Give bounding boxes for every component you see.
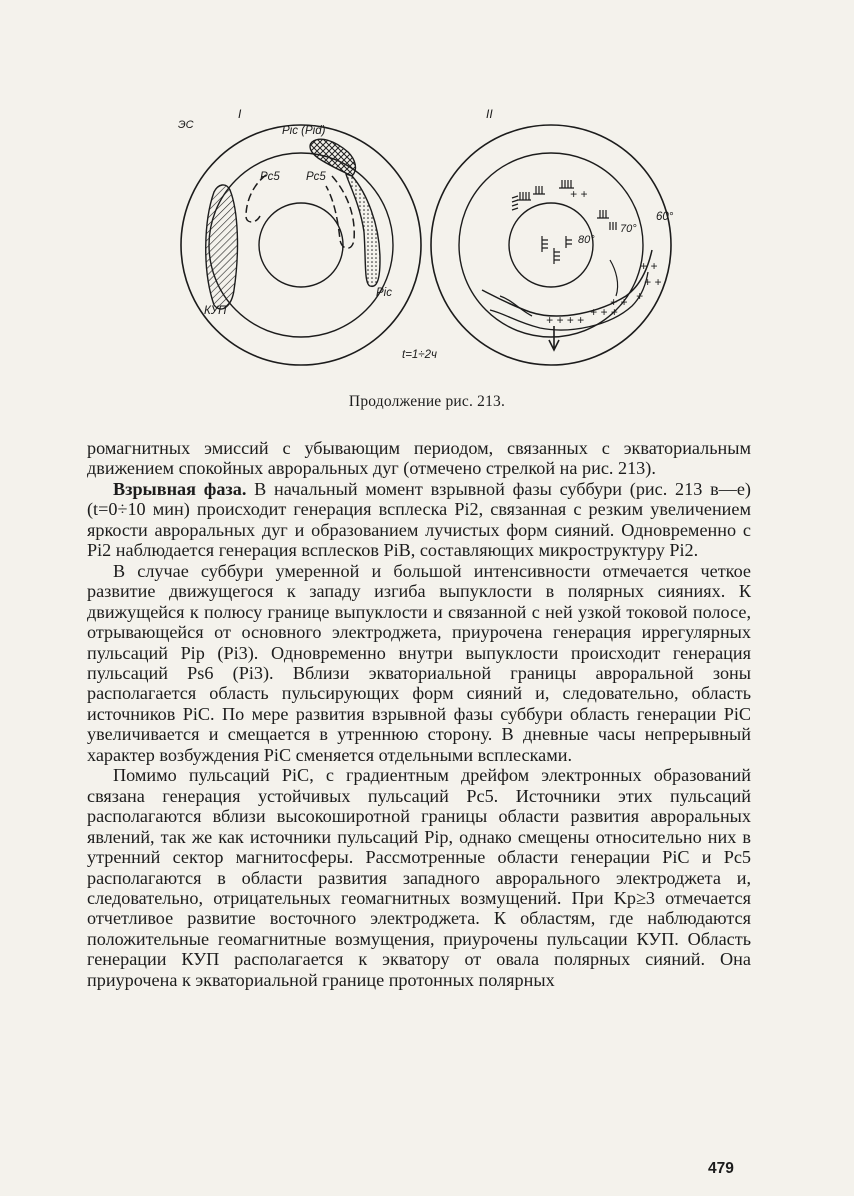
figure-caption: Продолжение рис. 213. (348, 393, 506, 410)
kup-region (206, 185, 238, 309)
roman-numeral-left: I (238, 107, 242, 121)
panel-left-diagram (178, 107, 437, 365)
label-pic-pid: Pic (Pid) (282, 125, 326, 137)
svg-text:+: + (636, 289, 644, 303)
label-pc5-left: Pc5 (260, 171, 280, 183)
paragraph-1: ромагнитных эмиссий с убывающим периодом, связанных с экваториальным движением спокойных авроральных дуг (отмечено стрелкой на рис. 213). (87, 438, 751, 479)
svg-text:+ +: + + (640, 259, 658, 273)
figure-213-continuation (170, 100, 710, 390)
svg-text:+ +: + + (610, 295, 628, 309)
inner-circle-left (259, 203, 343, 287)
page-number: 479 (708, 1160, 734, 1177)
svg-text:+ +: + + (570, 187, 588, 201)
panel-right-diagram (431, 107, 674, 365)
label-80-deg: 80° (578, 234, 595, 246)
aurora-curve-3 (500, 296, 532, 316)
svg-text:+ + +: + + + (590, 305, 618, 319)
label-70-deg: 70° (620, 223, 637, 235)
section-heading-explosive-phase: Взрывная фаза. (113, 478, 247, 499)
paragraph-3: В случае суббури умеренной и большой интенсивности отмечается четкое развитие движущегося к западу изгиба выпуклости в полярных сияниях. К движущейся к полюсу границе выпуклости и связанной с ней узкой токовой полосе, отрывающейся от основного электроджета, приурочена генерация иррегулярных пульсаций Pip (Pi3). Одновременно внутри выпуклости происходит генерация пульсаций Ps6 (Pi3). Вблизи экваториальной границы авроральной зоны располагается область пульсирующих форм сияний и, следовательно, область источников PiC. По мере развития взрывной фазы суббури область генерации PiC увеличивается и смещается в утреннюю сторону. В дневные часы непрерывный характер возбуждения PiC сменяется отдельными всплесками. (87, 560, 751, 765)
label-kup: КУП (204, 305, 227, 317)
label-es: ЭС (178, 119, 194, 131)
paragraph-4: Помимо пульсаций PiC, с градиентным дрейфом электронных образований связана генерация устойчивых пульсаций Pc5. Источники этих пульсаций располагаются вблизи высокоширотной границы области развития авроральных явлений, так же как источники пульсаций Pip, однако смещены относительно них в утренний сектор магнитосферы. Рассмотренные области генерации PiC и Pc5 располагаются в области развития западного аврорального электроджета и, следовательно, отрицательных геомагнитных возмущений. При Kp≥3 отмечается отчетливое развитие восточного электроджета. К областям, где наблюдаются положительные геомагнитные возмущения, приурочены пульсации КУП. Область генерации КУП располагается к экватору от овала полярных сияний. Она приурочена к экваториальной границе протонных полярных (87, 765, 751, 990)
figure-svg (170, 100, 710, 390)
paragraph-2 (87, 479, 751, 561)
svg-text:+ +: + + (644, 275, 662, 289)
label-60-deg: 60° (656, 211, 674, 223)
time-label: t=1÷2ч (402, 349, 437, 361)
label-pc5-right: Pc5 (306, 171, 326, 183)
plus-signs (546, 187, 661, 327)
tick-symbols (512, 180, 616, 264)
label-pic: Pic (376, 287, 392, 299)
roman-numeral-right: II (486, 107, 493, 121)
pc5-right-region (326, 176, 354, 248)
aurora-curve-4 (610, 260, 618, 296)
body-text (87, 438, 751, 990)
svg-text:+ + + +: + + + + (546, 313, 585, 327)
paragraph-2-text: В начальный момент взрывной фазы суббури (рис. 213 в—е) (t=0÷10 мин) происходит генерация всплеска Pi2, связанная с резким увеличением яркости авроральных дуг и образованием лучистых форм сияний. Одновременно с Pi2 наблюдается генерация всплесков PiB, составляющих микроструктуру Pi2. (87, 478, 751, 561)
